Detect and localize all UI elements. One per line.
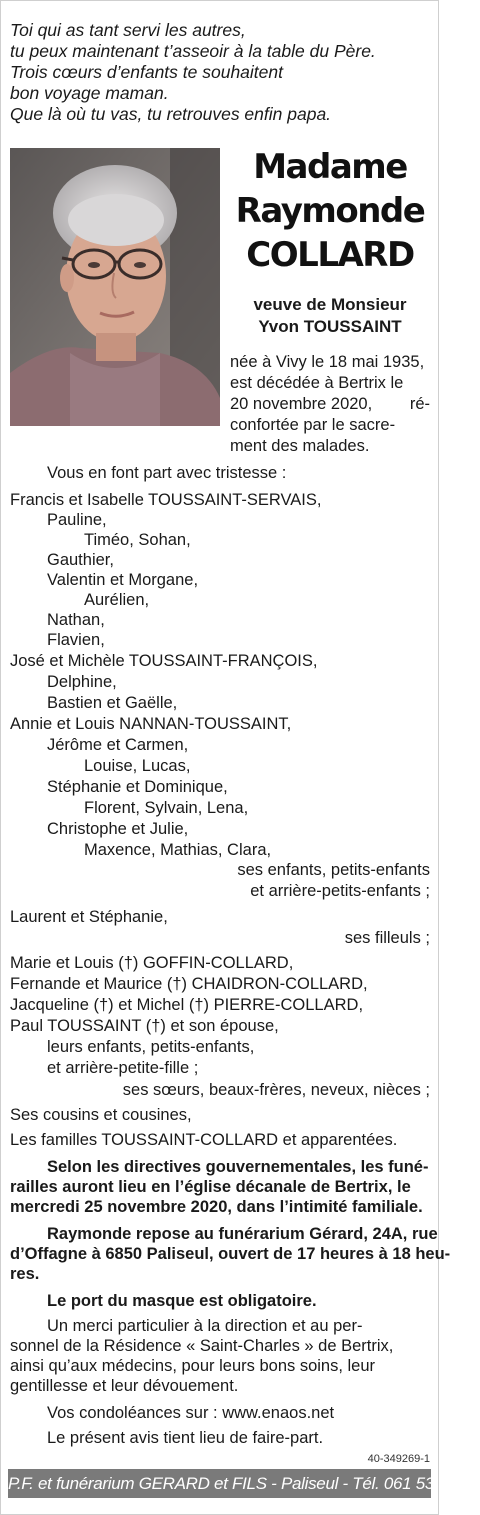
- birth-text: 20 novembre 2020,: [230, 395, 373, 413]
- godchildren-label: ses filleuls ;: [344, 929, 430, 947]
- birth-death-details: [230, 352, 430, 457]
- birth-text: ment des malades.: [230, 437, 370, 455]
- birth-text: née à Vivy le 18 mai 1935,: [230, 353, 425, 371]
- sibling-line: et arrière-petite-fille ;: [47, 1059, 199, 1077]
- sibling-line: Marie et Louis (†) GOFFIN-COLLARD,: [10, 954, 294, 972]
- funeral-text: railles auront lieu en l’église décanale de Bertrix, le: [10, 1178, 411, 1196]
- funerarium-notice: [10, 1224, 451, 1284]
- birth-text: ré-: [409, 395, 430, 413]
- sibling-line: Jacqueline (†) et Michel (†) PIERRE-COLLARD,: [10, 996, 364, 1014]
- families-line: Les familles TOUSSAINT-COLLARD et apparentées.: [10, 1131, 398, 1149]
- deceased-last-name: COLLARD: [246, 235, 414, 275]
- family-intro: Vous en font part avec tristesse :: [47, 464, 287, 482]
- sibling-line: Paul TOUSSAINT (†) et son épouse,: [10, 1017, 279, 1035]
- thanks-text: gentillesse et leur dévouement.: [10, 1377, 239, 1395]
- family-line: Flavien,: [47, 631, 105, 649]
- godchildren-names: Laurent et Stéphanie,: [10, 908, 168, 926]
- thanks-text: Un merci particulier à la direction et au per-: [47, 1317, 363, 1335]
- funeral-notice: [10, 1157, 430, 1217]
- family-line: Aurélien,: [84, 591, 150, 609]
- family-line: Jérôme et Carmen,: [47, 736, 189, 754]
- family-line: Delphine,: [47, 673, 117, 691]
- funeral-text: Selon les directives gouvernementales, les funé-: [47, 1158, 429, 1176]
- poem-line: Toi qui as tant servi les autres,: [10, 20, 246, 40]
- poem-line: Que là où tu vas, tu retrouves enfin papa.: [10, 104, 332, 124]
- thanks-text: ainsi qu’aux médecins, pour leurs bons soins, leur: [10, 1357, 376, 1375]
- family-line: Christophe et Julie,: [47, 820, 189, 838]
- poem-line: tu peux maintenant t’asseoir à la table du Père.: [10, 41, 376, 61]
- reference-number: 40-349269-1: [367, 1453, 430, 1465]
- thanks-text: sonnel de la Résidence « Saint-Charles » de Bertrix,: [10, 1337, 394, 1355]
- faire-part-line: Le présent avis tient lieu de faire-part.: [47, 1429, 324, 1447]
- family-line: Pauline,: [47, 511, 107, 529]
- poem-line: Trois cœurs d’enfants te souhaitent: [10, 62, 283, 82]
- condolences-line: Vos condoléances sur : www.enaos.net: [47, 1404, 335, 1422]
- sibling-line: Fernande et Maurice (†) CHAIDRON-COLLARD,: [10, 975, 368, 993]
- family-line: Maxence, Mathias, Clara,: [84, 841, 272, 859]
- family-line: Gauthier,: [47, 551, 114, 569]
- family-line: José et Michèle TOUSSAINT-FRANÇOIS,: [10, 652, 318, 670]
- portrait-photo: [10, 148, 220, 426]
- family-line: Nathan,: [47, 611, 105, 629]
- deceased-first-name: Raymonde: [235, 191, 425, 231]
- thanks-paragraph: [10, 1316, 430, 1396]
- funerarium-text: Raymonde repose au funérarium Gérard, 24A, rue: [47, 1225, 438, 1243]
- mask-notice: Le port du masque est obligatoire.: [47, 1292, 317, 1310]
- funerarium-text: res.: [10, 1265, 40, 1283]
- cousins-line: Ses cousins et cousines,: [10, 1106, 192, 1124]
- birth-text: est décédée à Bertrix le: [230, 374, 404, 392]
- siblings-label: ses sœurs, beaux-frères, neveux, nièces ;: [122, 1081, 430, 1099]
- birth-text: confortée par le sacre-: [230, 416, 396, 434]
- sibling-line: leurs enfants, petits-enfants,: [47, 1038, 255, 1056]
- family-line: Annie et Louis NANNAN-TOUSSAINT,: [10, 715, 292, 733]
- poem: [10, 20, 430, 125]
- poem-line: bon voyage maman.: [10, 83, 169, 103]
- family-line: Bastien et Gaëlle,: [47, 694, 178, 712]
- family-line: Valentin et Morgane,: [47, 571, 199, 589]
- funeral-home-footer: P.F. et funérarium GERARD et FILS - Paliseul - Tél. 061 53 32 84: [8, 1469, 431, 1498]
- widow-name: Yvon TOUSSAINT: [258, 317, 402, 336]
- children-label: ses enfants, petits-enfants: [237, 861, 430, 879]
- widow-line: veuve de Monsieur: [253, 295, 407, 314]
- family-line: Stéphanie et Dominique,: [47, 778, 228, 796]
- family-line: Francis et Isabelle TOUSSAINT-SERVAIS,: [10, 491, 322, 509]
- funerarium-text: d’Offagne à 6850 Paliseul, ouvert de 17 heures à 18 heu-: [10, 1245, 451, 1263]
- family-line: Louise, Lucas,: [84, 757, 191, 775]
- deceased-title: Madame: [253, 147, 407, 187]
- family-line: Florent, Sylvain, Lena,: [84, 799, 249, 817]
- family-line: Timéo, Sohan,: [84, 531, 191, 549]
- children-label: et arrière-petits-enfants ;: [250, 882, 430, 900]
- funeral-text: mercredi 25 novembre 2020, dans l’intimité familiale.: [10, 1198, 423, 1216]
